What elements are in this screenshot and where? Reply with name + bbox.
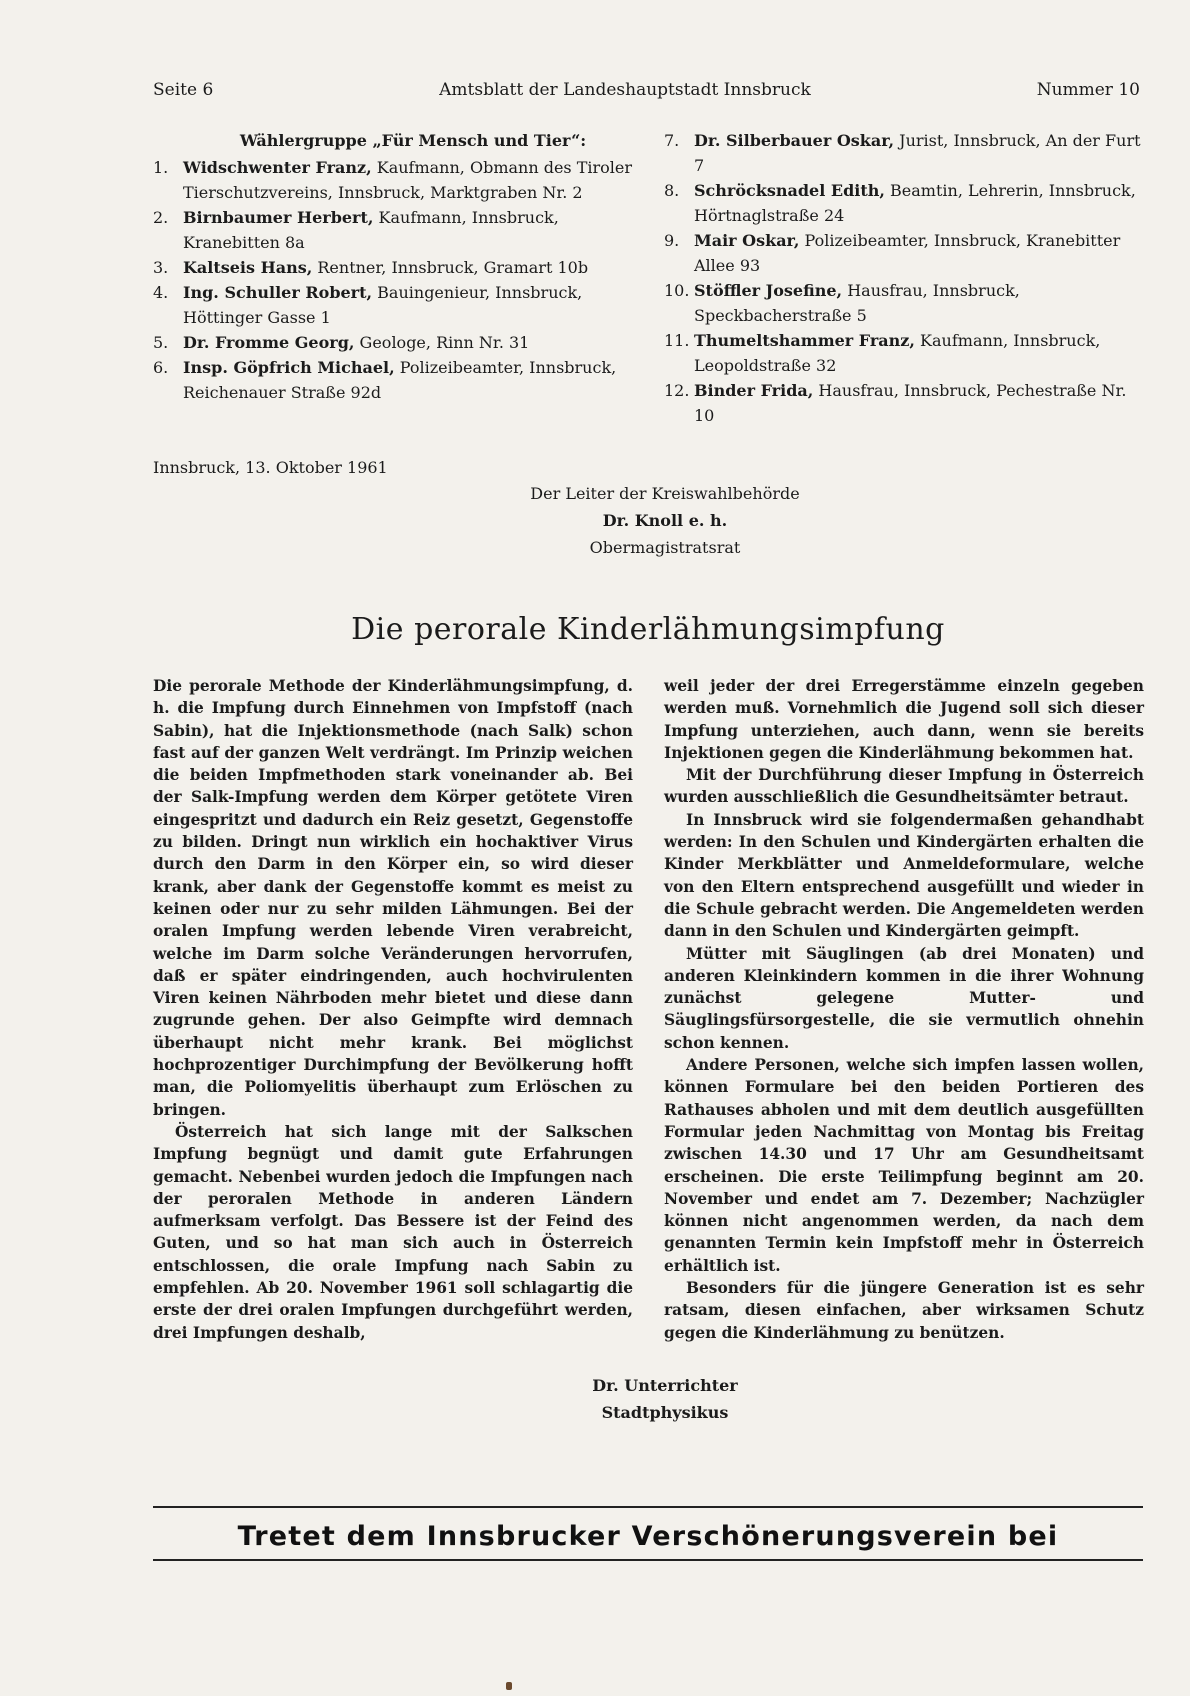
candidate-entry: [153, 155, 633, 205]
candidate-number: 12.: [664, 381, 690, 400]
candidate-name: Birnbaumer Herbert,: [183, 208, 374, 227]
candidate-entry: [153, 255, 633, 280]
candidate-list-right: [664, 128, 1144, 428]
candidate-entry: [153, 280, 633, 330]
candidate-name: Ing. Schuller Robert,: [183, 283, 373, 302]
candidate-name: Schröcksnadel Edith,: [694, 181, 885, 200]
article-author: Dr. Unterrichter: [592, 1376, 738, 1395]
candidate-details: Bauingenieur, Innsbruck, Höttinger Gasse 1: [183, 283, 583, 327]
election-group-title: Wählergruppe „Für Mensch und Tier“:: [239, 131, 587, 150]
candidate-entry: [664, 128, 1144, 178]
signoff-block: [350, 480, 980, 561]
candidate-name: Stöffler Josefine,: [694, 281, 843, 300]
candidate-name: Binder Frida,: [694, 381, 814, 400]
candidate-list-left: [153, 128, 633, 405]
article-paragraph: Die perorale Methode der Kinderlähmungsimpfung, d. h. die Impfung durch Einnehmen von Impfstoff (nach Sabin), hat die Injektionsmethode (nach Salk) schon fast auf der ganzen Welt verdrängt. Im Prinzip weichen die beiden Impfmethoden stark voneinander ab. Bei der Salk-Impfung werden dem Körper getötete Viren eingespritzt und dadurch ein Reiz gesetzt, Gegenstoffe zu bilden. Dringt nun wirklich ein hochaktiver Virus durch den Darm in den Körper ein, so wird dieser krank, aber dank der Gegenstoffe kommt es meist zu keinen oder nur zu sehr milden Lähmungen. Bei der oralen Impfung werden lebende Viren verabreicht, welche im Darm solche Veränderungen hervorrufen, daß er später eindringenden, auch hochvirulenten Viren keinen Nährboden mehr bietet und diese dann zugrunde gehen. Der also Geimpfte wird demnach überhaupt nicht mehr krank. Bei möglichst hochprozentiger Durchimpfung der Bevölkerung hofft man, die Poliomyelitis überhaupt zum Erlöschen zu bringen.: [153, 677, 633, 1119]
banner-advertisement: Tretet dem Innsbrucker Verschönerungsverein bei: [237, 1521, 1059, 1552]
candidate-number: 1.: [153, 158, 169, 177]
page-header: [153, 80, 1140, 102]
candidate-details: Hausfrau, Innsbruck, Pechestraße Nr. 10: [694, 381, 1127, 425]
article-paragraph: Mütter mit Säuglingen (ab drei Monaten) und anderen Kleinkindern kommen in die ihrer Wohnung zunächst gelegene Mutter- und Säuglingsfürsorgestelle, die sie vermutlich ohnehin schon kennen.: [664, 944, 1144, 1052]
candidate-number: 5.: [153, 333, 169, 352]
signoff-title: Obermagistratsrat: [589, 538, 741, 557]
candidate-number: 7.: [664, 131, 680, 150]
candidate-number: 10.: [664, 281, 690, 300]
ink-spot: [506, 1682, 512, 1690]
article-paragraph: Besonders für die jüngere Generation ist es sehr ratsam, diesen einfachen, aber wirksamen Schutz gegen die Kinderlähmung zu benützen.: [664, 1279, 1144, 1342]
candidate-details: Kaufmann, Innsbruck, Leopoldstraße 32: [694, 331, 1101, 375]
article-paragraph: Österreich hat sich lange mit der Salkschen Impfung begnügt und damit gute Erfahrungen gemacht. Nebenbei wurden jedoch die Impfungen nach der peroralen Methode in anderen Ländern aufmerksam verfolgt. Das Bessere ist der Feind des Guten, und so hat man sich auch in Österreich entschlossen, die orale Impfung nach Sabin zu empfehlen. Ab 20. November 1961 soll schlagartig die erste der drei oralen Impfungen durchgeführt werden, drei Impfungen deshalb,: [153, 1122, 633, 1342]
candidate-list: [153, 155, 633, 405]
candidate-name: Widschwenter Franz,: [183, 158, 372, 177]
article-column-left: [153, 675, 633, 1344]
candidate-entry: [153, 355, 633, 405]
signoff-name: Dr. Knoll e. h.: [602, 511, 728, 530]
candidate-number: 2.: [153, 208, 169, 227]
candidate-entry: [664, 378, 1144, 428]
article-paragraph: In Innsbruck wird sie folgendermaßen gehandhabt werden: In den Schulen und Kindergärten erhalten die Kinder Merkblätter und Anmeldeformulare, welche von den Eltern entsprechend ausgefüllt und wieder in die Schule gebracht werden. Die Angemeldeten werden dann in den Schulen und Kindergärten geimpft.: [664, 810, 1144, 941]
candidate-entry: [664, 178, 1144, 228]
candidate-name: Dr. Fromme Georg,: [183, 333, 355, 352]
article-paragraph: Andere Personen, welche sich impfen lassen wollen, können Formulare bei den beiden Portieren des Rathauses abholen und mit dem deutlich ausgefüllten Formular jeden Nachmittag von Montag bis Freitag zwischen 14.30 und 17 Uhr am Gesundheitsamt erscheinen. Die erste Teilimpfung beginnt am 20. November und endet am 7. Dezember; Nachzügler können nicht angenommen werden, da nach dem genannten Termin kein Impfstoff mehr in Österreich erhältlich ist.: [664, 1056, 1144, 1275]
candidate-number: 11.: [664, 331, 690, 350]
candidate-details: Beamtin, Lehrerin, Innsbruck, Hörtnaglstraße 24: [694, 181, 1136, 225]
publication-title: Amtsblatt der Landeshauptstadt Innsbruck: [439, 80, 811, 100]
candidate-number: 9.: [664, 231, 680, 250]
candidate-entry: [153, 330, 633, 355]
candidate-entry: [664, 228, 1144, 278]
article-paragraph: weil jeder der drei Erregerstämme einzeln gegeben werden muß. Vornehmlich die Jugend soll sich dieser Impfung unterziehen, auch dann, wenn sie bereits Injektionen gegen die Kinderlähmung bekommen hat.: [664, 677, 1144, 762]
candidate-name: Insp. Göpfrich Michael,: [183, 358, 395, 377]
article-signoff: [350, 1372, 980, 1426]
candidate-name: Kaltseis Hans,: [183, 258, 313, 277]
candidate-details: Kaufmann, Innsbruck, Kranebitten 8a: [183, 208, 559, 252]
candidate-details: Kaufmann, Obmann des Tiroler Tierschutzvereins, Innsbruck, Marktgraben Nr. 2: [183, 158, 633, 202]
candidate-list: [664, 128, 1144, 428]
candidate-details: Geologe, Rinn Nr. 31: [354, 333, 530, 352]
candidate-details: Jurist, Innsbruck, An der Furt 7: [694, 131, 1141, 175]
article-column-right: [664, 675, 1144, 1344]
candidate-details: Polizeibeamter, Innsbruck, Kranebitter Allee 93: [694, 231, 1121, 275]
issue-number: Nummer 10: [1036, 80, 1140, 100]
candidate-number: 8.: [664, 181, 680, 200]
signoff-role: Der Leiter der Kreiswahlbehörde: [530, 484, 800, 503]
article-author-title: Stadtphysikus: [601, 1403, 729, 1422]
candidate-number: 4.: [153, 283, 169, 302]
candidate-entry: [664, 278, 1144, 328]
article-headline: Die perorale Kinderlähmungsimpfung: [351, 612, 945, 647]
candidate-number: 3.: [153, 258, 169, 277]
candidate-details: Rentner, Innsbruck, Gramart 10b: [312, 258, 589, 277]
candidate-name: Dr. Silberbauer Oskar,: [694, 131, 895, 150]
candidate-entry: [153, 205, 633, 255]
signoff-date: Innsbruck, 13. Oktober 1961: [153, 458, 388, 477]
candidate-number: 6.: [153, 358, 169, 377]
candidate-name: Thumeltshammer Franz,: [694, 331, 915, 350]
candidate-details: Hausfrau, Innsbruck, Speckbacherstraße 5: [694, 281, 1020, 325]
candidate-entry: [664, 328, 1144, 378]
candidate-details: Polizeibeamter, Innsbruck, Reichenauer Straße 92d: [183, 358, 617, 402]
banner-rule-bottom: [153, 1559, 1143, 1561]
page-number: Seite 6: [153, 80, 214, 100]
banner-rule-top: [153, 1506, 1143, 1508]
article-paragraph: Mit der Durchführung dieser Impfung in Österreich wurden ausschließlich die Gesundheitsämter betraut.: [664, 766, 1144, 807]
candidate-name: Mair Oskar,: [694, 231, 800, 250]
